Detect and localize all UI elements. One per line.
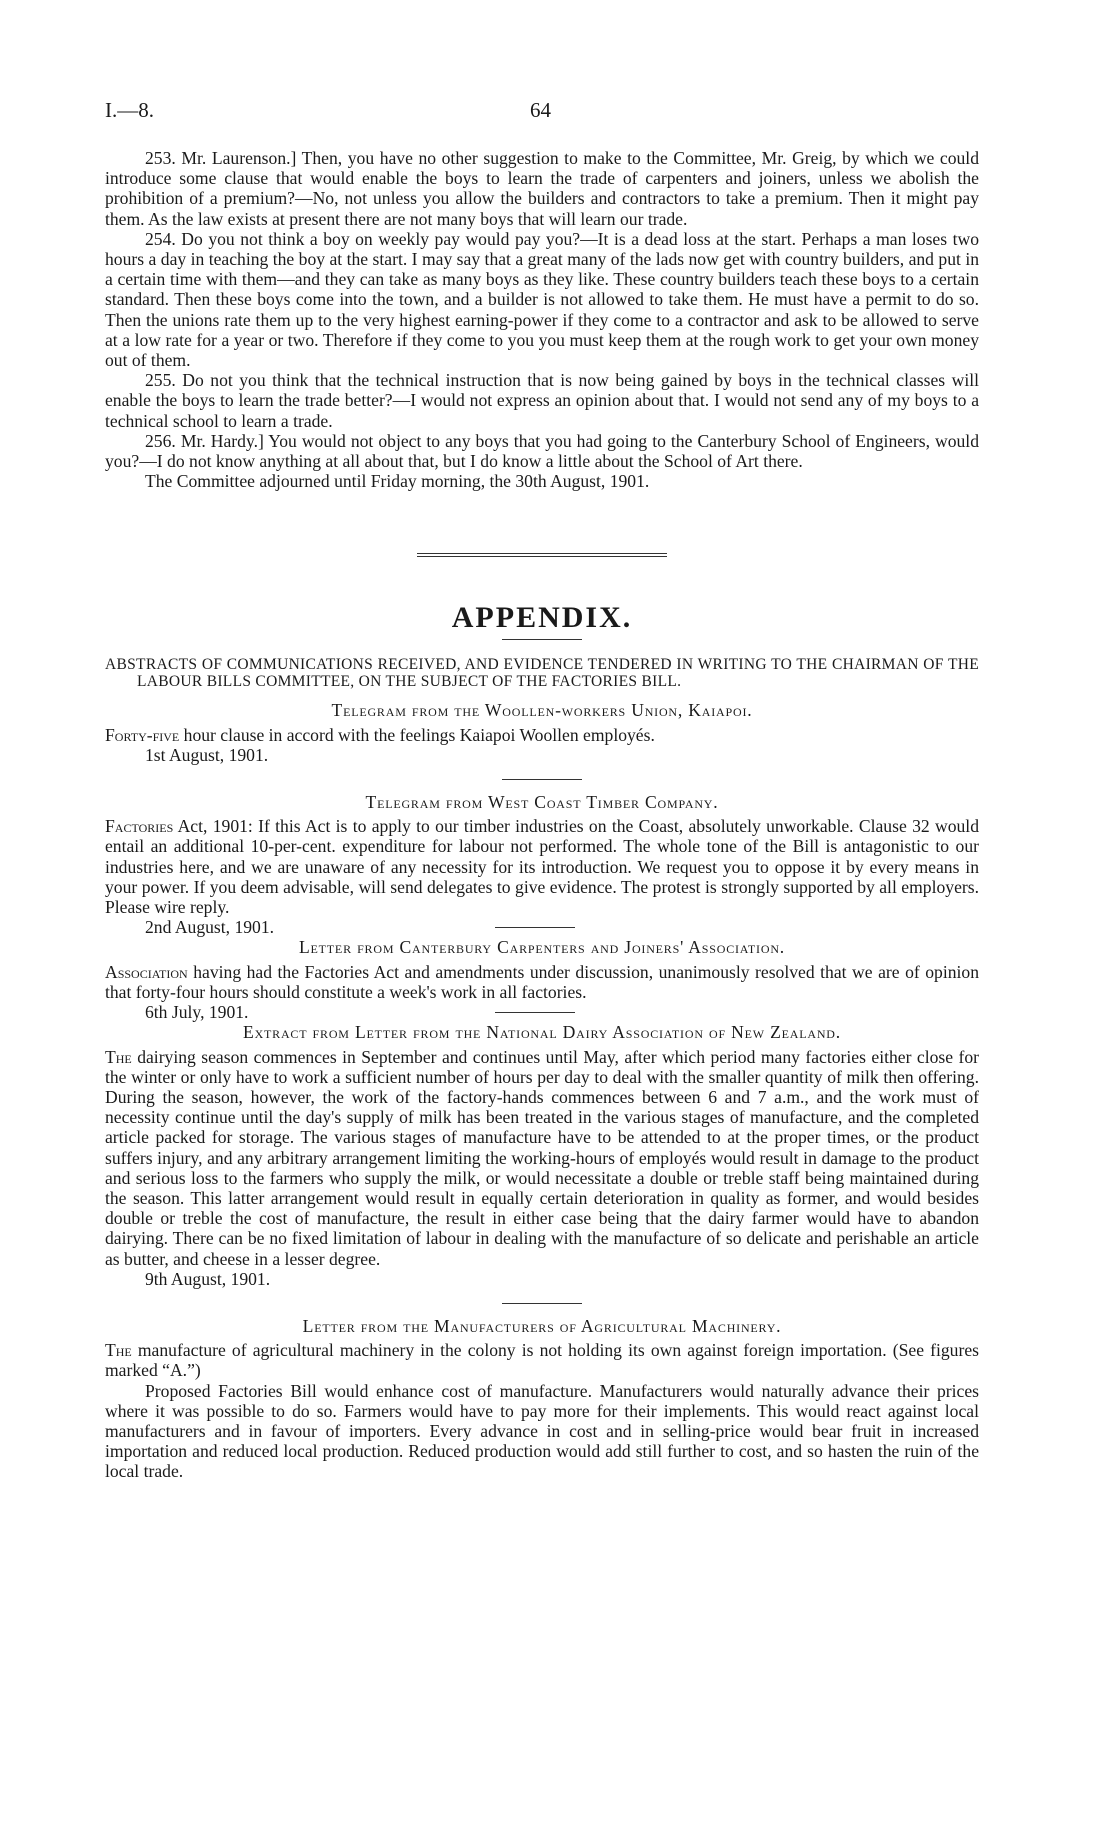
- section-body-text: having had the Factories Act and amendments under discussion, unanimously resolved that we are of opinion that forty-four hours should constitute a week's work in all factories.: [105, 961, 979, 1002]
- section-lead-word: Association: [105, 961, 188, 982]
- appendix-section: [105, 792, 979, 937]
- page-number: 64: [530, 98, 551, 122]
- section-body-text: hour clause in accord with the feelings Kaiapoi Woollen employés.: [179, 724, 655, 745]
- appendix-section: [105, 700, 979, 780]
- appendix-sections: [105, 700, 979, 1481]
- section-date: 6th July, 1901.: [145, 1002, 249, 1023]
- section-body: [105, 1340, 979, 1380]
- section-lead-word: The: [105, 1340, 132, 1361]
- date-row: [105, 1002, 979, 1022]
- section-body: [105, 962, 979, 1002]
- appendix-section: [105, 937, 979, 1022]
- section-heading: Telegram from the Woollen-workers Union, Kaiapoi.: [331, 700, 753, 721]
- evidence-paragraph-253: 253. Mr. Laurenson.] Then, you have no other suggestion to make to the Committee, Mr. Greig, by which we could introduce some clause that would enable the boys to learn the trade of carpenters and joiners, unless we abolish the prohibition of a premium?—No, not unless you allow the builders and contractors to take a premium. Then it might pay them. As the law exists at present there are not many boys that will learn our trade.: [105, 148, 979, 229]
- appendix-section: [105, 1022, 979, 1304]
- section-heading: Extract from Letter from the National Dairy Association of New Zealand.: [243, 1022, 841, 1043]
- appendix-section: [105, 1316, 979, 1482]
- section-rule: [502, 1303, 582, 1304]
- page-content: [105, 148, 979, 1482]
- section-rule: [495, 1012, 575, 1013]
- section-body: [105, 816, 979, 917]
- date-row: [105, 745, 979, 765]
- section-body: [105, 1047, 979, 1269]
- section-date: 1st August, 1901.: [145, 744, 269, 765]
- section-body-text: manufacture of agricultural machinery in the colony is not holding its own against foreign importation. (See figures marked “A.”): [105, 1340, 979, 1381]
- appendix-abstract: ABSTRACTS OF COMMUNICATIONS RECEIVED, AND EVIDENCE TENDERED IN WRITING TO THE CHAIRMAN OF THE LABOUR BILLS COMMITTEE, ON THE SUBJECT OF THE FACTORIES BILL.: [105, 656, 979, 691]
- section-rule: [495, 927, 575, 928]
- section-date: 9th August, 1901.: [145, 1268, 271, 1289]
- section-heading: Letter from the Manufacturers of Agricultural Machinery.: [302, 1315, 782, 1336]
- section-lead-word: The: [105, 1046, 132, 1067]
- appendix-title: APPENDIX.: [451, 601, 633, 635]
- evidence-paragraph-255: 255. Do not you think that the technical instruction that is now being gained by boys in the technical classes will enable the boys to learn the trade better?—I would not express an opinion about that. I would not send any of my boys to a technical school to learn a trade.: [105, 370, 979, 431]
- section-lead-word: Forty-five: [105, 724, 180, 745]
- section-body-text: dairying season commences in September and continues until May, after which period many factories either close for the winter or only have to work a sufficient number of hours per day to deal with the smaller quantity of milk then offering. During the season, however, the work of the factory-hands commences between 6 and 7 a.m., and the work must of necessity continue until the day's supply of milk has been treated in the various stages of manufacture, and the completed article packed for storage. The various stages of manufacture have to be attended to at the proper times, or the product suffers injury, and any arbitrary arrangement limiting the working-hours of employés would result in damage to the product and serious loss to the farmers who supply the milk, or would necessitate a double or treble staff being maintained during the season. This latter arrangement would result in equally certain deterioration in quality as former, and would besides double or treble the cost of manufacture, the result in either case being that the dairy farmer would have to abandon dairying. There can be no fixed limitation of labour in dealing with the manufacture of so delicate and perishable an article as butter, and cheese in a lesser degree.: [105, 1046, 979, 1269]
- section-divider: [417, 553, 667, 557]
- adjournment-note: The Committee adjourned until Friday morning, the 30th August, 1901.: [145, 471, 650, 492]
- title-rule: [502, 639, 582, 640]
- section-date: 2nd August, 1901.: [145, 917, 275, 938]
- section-lead-word: Factories: [105, 816, 174, 837]
- section-heading: Telegram from West Coast Timber Company.: [365, 792, 719, 813]
- section-body: [105, 725, 979, 745]
- date-row: [105, 1269, 979, 1289]
- page-header: [105, 98, 979, 128]
- evidence-paragraph-254: 254. Do you not think a boy on weekly pay would pay you?—It is a dead loss at the start. Perhaps a man loses two hours a day in teaching the boy at the start. I may say that a great many of the lads now get with country builders, and put in a certain time with them—and they can take as many boys as they like. These country builders teach these boys to a certain standard. Then these boys come into the town, and a builder is not allowed to take them. He must have a permit to do so. Then the unions rate them up to the very highest earning-power if they come to a contractor and ask to be allowed to serve at a low rate for a year or two. Therefore if they come to you you must keep them at the rough work to get your own money out of them.: [105, 228, 979, 371]
- section-paragraph: Proposed Factories Bill would enhance cost of manufacture. Manufacturers would naturally advance their prices where it was possible to do so. Farmers would have to pay more for their implements. This would react against local manufacturers and in favour of importers. Every advance in cost and in selling-price would bear fruit in increased importation and reduced local production. Reduced production would add still further to cost, and so hasten the ruin of the local trade.: [105, 1380, 979, 1482]
- evidence-paragraph-256: 256. Mr. Hardy.] You would not object to any boys that you had going to the Canterbury School of Engineers, would you?—I do not know anything at all about that, but I do know a little about the School of Art there.: [105, 430, 979, 472]
- document-id: I.—8.: [105, 98, 154, 122]
- section-rule: [502, 779, 582, 780]
- section-heading: Letter from Canterbury Carpenters and Joiners' Association.: [299, 937, 785, 958]
- date-row: [105, 917, 979, 937]
- section-body-text: Act, 1901: If this Act is to apply to our timber industries on the Coast, absolutely unworkable. Clause 32 would entail an additional 10-per-cent. expenditure for labour not performed. The whole tone of the Bill is antagonistic to our industries here, and we are unaware of any necessity for its introduction. We request you to oppose it by every means in your power. If you deem advisable, will send delegates to give evidence. The protest is strongly supported by all employers. Please wire reply.: [105, 816, 979, 918]
